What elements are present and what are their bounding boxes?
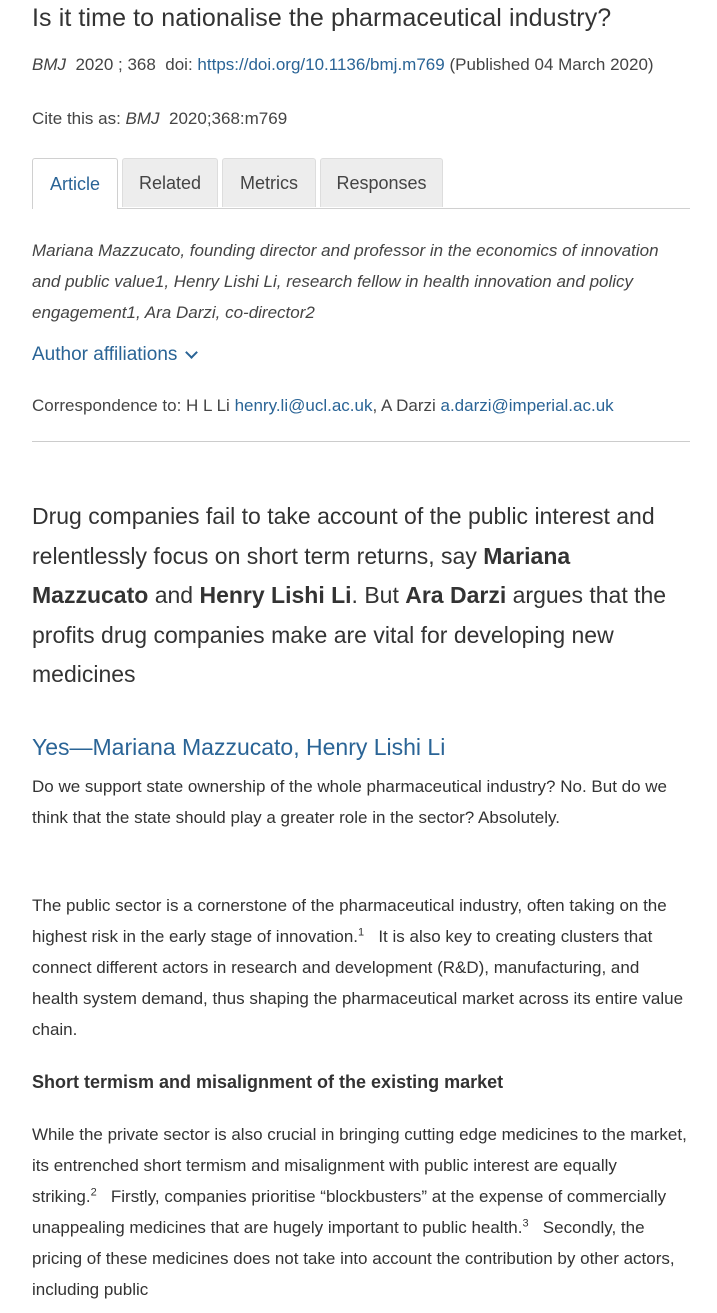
- correspondence-prefix: Correspondence to: H L Li: [32, 396, 230, 415]
- doi-label: doi:: [165, 55, 193, 74]
- standfirst-author-2: Henry Lishi Li: [199, 582, 352, 608]
- journal-name: BMJ: [32, 55, 66, 74]
- standfirst-text-4: argues that the profits drug companies make are vital for developing new medicines: [32, 582, 667, 687]
- chevron-down-icon: [186, 346, 199, 359]
- standfirst-author-1: Mariana Mazzucato: [32, 542, 571, 608]
- standfirst: [32, 497, 690, 695]
- divider: [32, 441, 690, 442]
- paragraph-1: Do we support state ownership of the whole pharmaceutical industry? No. But do we think that the state should play a greater role in the sector? Absolutely.: [32, 777, 668, 827]
- reference-2[interactable]: 2: [90, 1186, 97, 1199]
- paragraph-2-text-2: It is also key to creating clusters that connect different actors in research and development (R&D), manufacturing, and health system demand, thus shaping the pharmaceutical market across its entire value chain.: [32, 927, 684, 1039]
- paragraph-3-text-2: Firstly, companies prioritise “blockbusters” at the expense of commercially unappealing medicines that are hugely important to public health.: [32, 1187, 667, 1237]
- author-affiliations-toggle[interactable]: [32, 344, 196, 366]
- article-tabs: [32, 158, 690, 209]
- paragraph-3: [32, 1119, 690, 1305]
- standfirst-text-2: and: [154, 582, 194, 608]
- paragraph-3-text-1: While the private sector is also crucial in bringing cutting edge medicines to the market, its entrenched short termism and misalignment with public interest are equally striking.: [32, 1125, 687, 1206]
- standfirst-text-1: Drug companies fail to take account of the public interest and relentlessly focus on short term returns, say: [32, 503, 655, 569]
- email-link-darzi[interactable]: a.darzi@imperial.ac.uk: [440, 396, 614, 415]
- standfirst-text-3: . But: [351, 582, 399, 608]
- section-heading-yes: Yes—Mariana Mazzucato, Henry Lishi Li: [32, 734, 446, 760]
- reference-1[interactable]: 1: [358, 926, 365, 939]
- correspondence: [32, 396, 614, 416]
- cite-as: [32, 109, 287, 129]
- published-date: (Published 04 March 2020): [449, 55, 654, 74]
- tab-metrics[interactable]: Metrics: [222, 158, 316, 207]
- cite-journal: BMJ: [125, 109, 160, 128]
- tab-responses[interactable]: Responses: [320, 158, 443, 207]
- volume-info: 2020 ; 368: [75, 55, 156, 74]
- author-list: Mariana Mazzucato, founding director and professor in the economics of innovation and public value1, Henry Lishi Li, research fellow in health innovation and policy engagement1, Ara Darzi, co-director2: [32, 241, 659, 322]
- tab-related[interactable]: Related: [122, 158, 218, 207]
- subheading: Short termism and misalignment of the existing market: [32, 1072, 504, 1092]
- paragraph-2: [32, 890, 690, 1045]
- cite-reference: 2020;368:m769: [169, 109, 288, 128]
- doi-link[interactable]: https://doi.org/10.1136/bmj.m769: [197, 55, 445, 74]
- tab-article[interactable]: Article: [32, 158, 118, 209]
- email-link-li[interactable]: henry.li@ucl.ac.uk: [234, 396, 373, 415]
- correspondence-middle: , A Darzi: [372, 396, 436, 415]
- standfirst-author-3: Ara Darzi: [405, 582, 507, 608]
- article-meta: [32, 50, 690, 80]
- cite-label: Cite this as:: [32, 109, 121, 128]
- article-title: Is it time to nationalise the pharmaceutical industry?: [32, 4, 612, 32]
- paragraph-2-text-1: The public sector is a cornerstone of the pharmaceutical industry, often taking on the highest risk in the early stage of innovation.: [32, 896, 667, 946]
- paragraph-3-text-3: Secondly, the pricing of these medicines does not take into account the contribution by other actors, including public: [32, 1218, 675, 1299]
- reference-3[interactable]: 3: [522, 1217, 529, 1230]
- author-affiliations-label: Author affiliations: [32, 344, 178, 365]
